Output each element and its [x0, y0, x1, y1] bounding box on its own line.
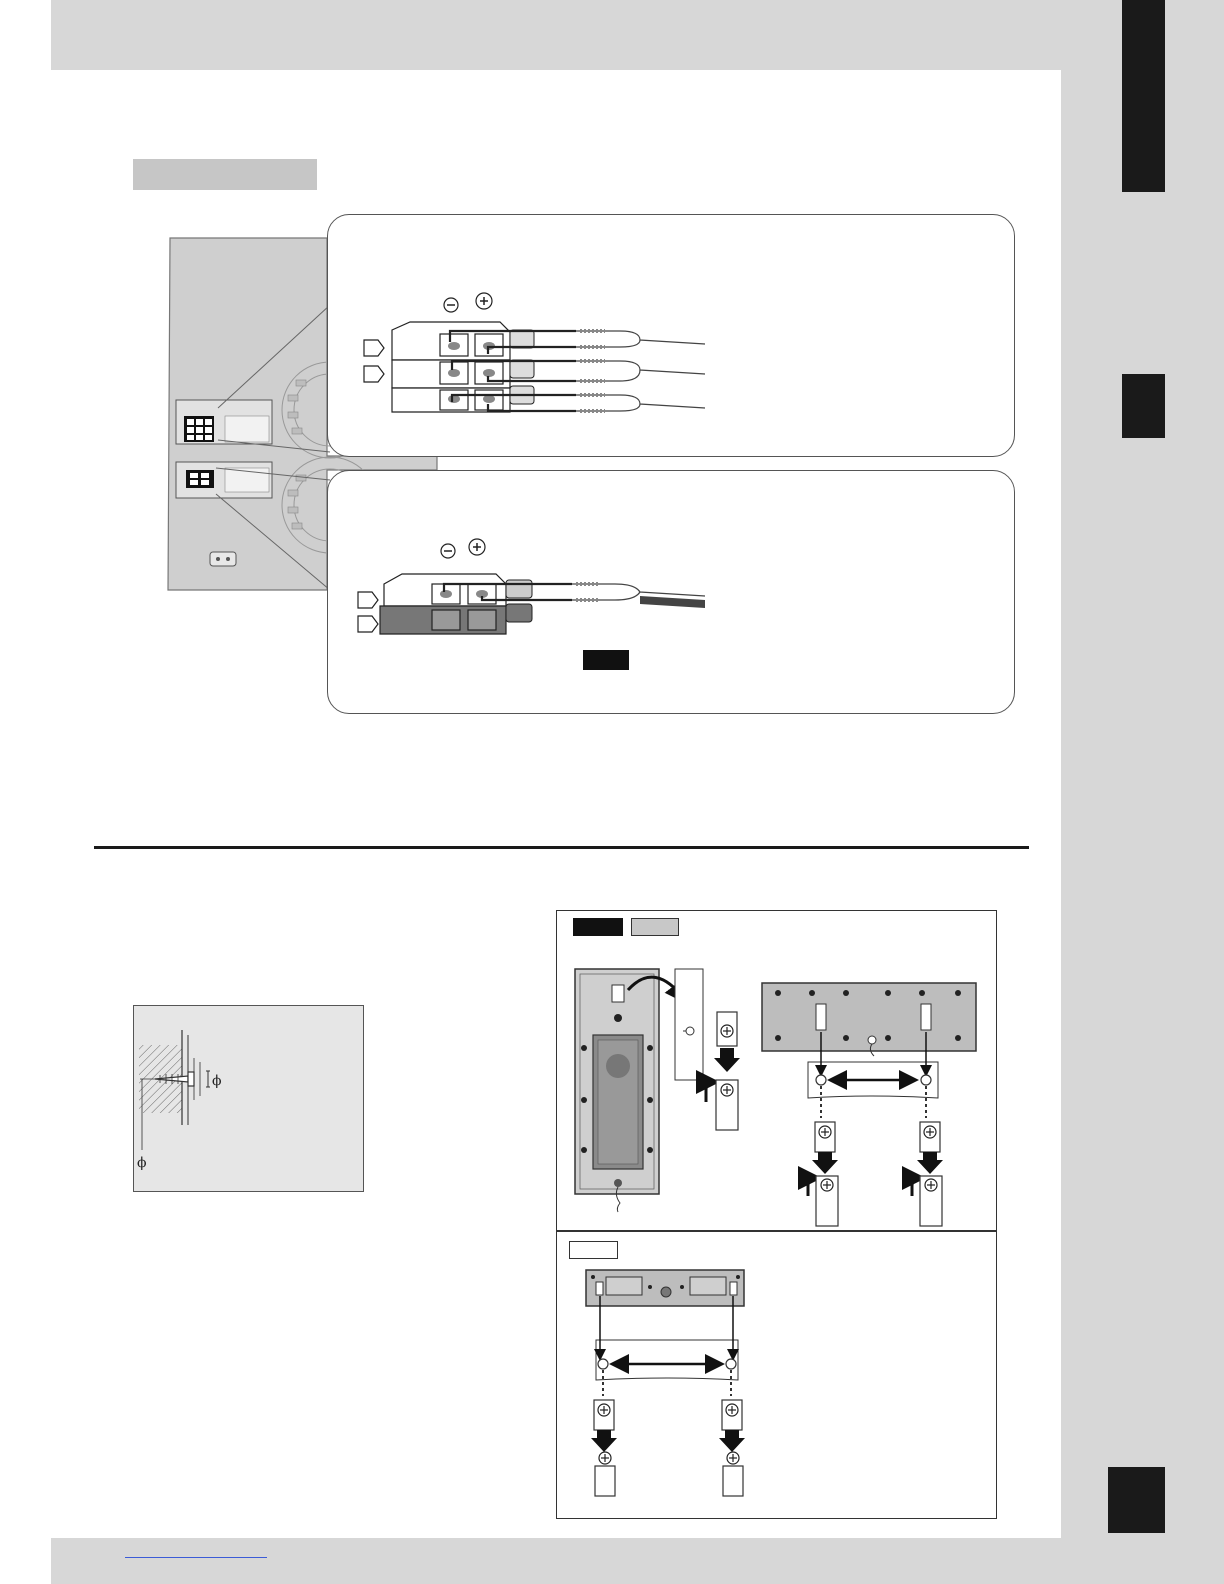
- model-badge: [583, 650, 629, 670]
- section-heading-box: [133, 159, 317, 190]
- section-tab-2[interactable]: [1122, 374, 1165, 438]
- footer-band: [51, 1538, 1061, 1584]
- footer-link[interactable]: [125, 1557, 267, 1558]
- header-band: [51, 0, 1061, 70]
- mounting-panel: [556, 910, 997, 1519]
- terminal-callout-top: [327, 214, 1015, 457]
- mounting-panel-divider: [557, 1230, 996, 1232]
- wall-screw-figure: [133, 1005, 364, 1192]
- side-margin-band: [1061, 0, 1224, 1584]
- ac-inlet-icon: [210, 552, 236, 566]
- model-badge-dark: [573, 918, 623, 936]
- section-divider: [94, 846, 1029, 849]
- terminal-callout-bottom: [327, 470, 1015, 714]
- section-tab-1[interactable]: [1122, 0, 1165, 192]
- diameter-label: ϕ: [212, 1073, 222, 1089]
- model-badge-outline: [569, 1241, 618, 1259]
- page-number-tab: [1108, 1467, 1165, 1533]
- model-badge-light: [631, 918, 679, 936]
- diameter-label-lower: ϕ: [137, 1155, 147, 1171]
